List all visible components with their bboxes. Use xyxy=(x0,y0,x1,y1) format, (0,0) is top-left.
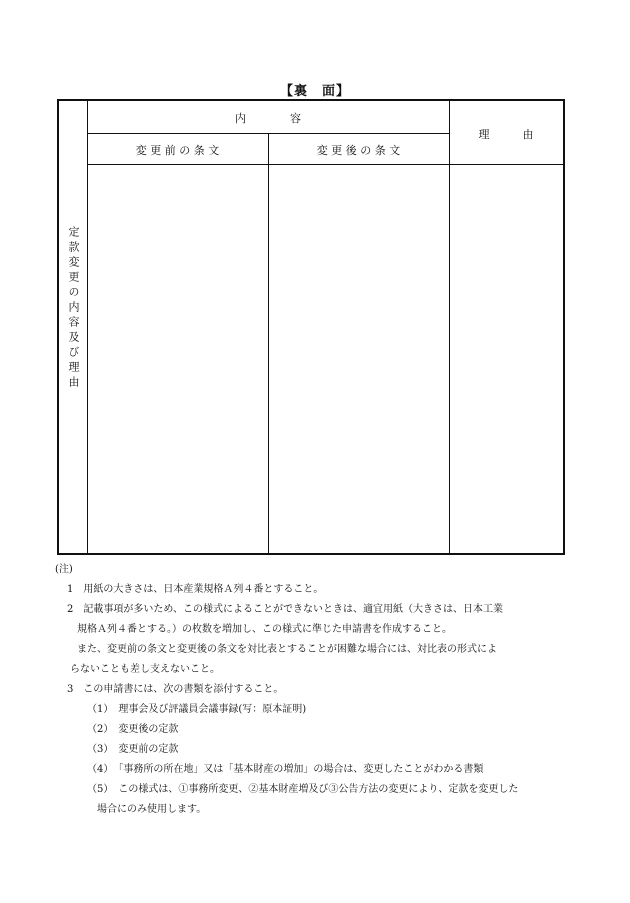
before-text-area[interactable] xyxy=(88,165,268,553)
note-1: 1 用紙の大きさは、日本産業規格Ａ列４番とすること。 xyxy=(67,584,324,595)
before-header: 変 更 前 の 条 文 xyxy=(135,144,220,157)
reason-header: 理 由 xyxy=(478,128,534,141)
note-3-item-4: （4） 「事務所の所在地」又は「基本財産の増加」の場合は、変更したことがわかる書類 xyxy=(87,764,484,775)
note-2-paragraph: また、変更前の条文と変更後の条文を対比表とすることが困難な場合には、対比表の形式によ xyxy=(77,644,497,655)
note-3: 3 この申請書には、次の書類を添付すること。 xyxy=(67,684,284,695)
note-2-paragraph-continued: らないことも差し支えないこと。 xyxy=(70,664,220,675)
note-3-item-2: （2） 変更後の定款 xyxy=(87,724,179,735)
notes-section xyxy=(55,560,575,820)
note-3-item-3: （3） 変更前の定款 xyxy=(87,744,179,755)
note-3-item-5: （5） この様式は、①事務所変更、②基本財産増及び③公告方法の変更により、定款を変更した xyxy=(87,784,519,795)
content-header-line xyxy=(87,133,449,134)
notes-heading: (注) xyxy=(55,564,73,575)
amendment-table xyxy=(57,99,565,555)
note-3-item-5-continued: 場合にのみ使用します。 xyxy=(97,804,207,815)
note-2-continued: 規格Ａ列４番とする。）の枚数を増加し、この様式に準じた申請書を作成すること。 xyxy=(77,624,452,635)
note-3-item-1: （1） 理事会及び評議員会議事録(写：原本証明) xyxy=(87,704,307,715)
reason-text-area[interactable] xyxy=(450,165,563,553)
note-2: 2 記載事項が多いため、この様式によることができないときは、適宜用紙（大きさは、日本工業 xyxy=(67,604,503,615)
side-label: 定款変更の内容及び理由 xyxy=(67,226,80,391)
page-title: 【裏 面】 xyxy=(279,84,350,99)
after-text-area[interactable] xyxy=(269,165,449,553)
content-header: 内 容 xyxy=(235,112,301,125)
after-header: 変 更 後 の 条 文 xyxy=(316,144,401,157)
